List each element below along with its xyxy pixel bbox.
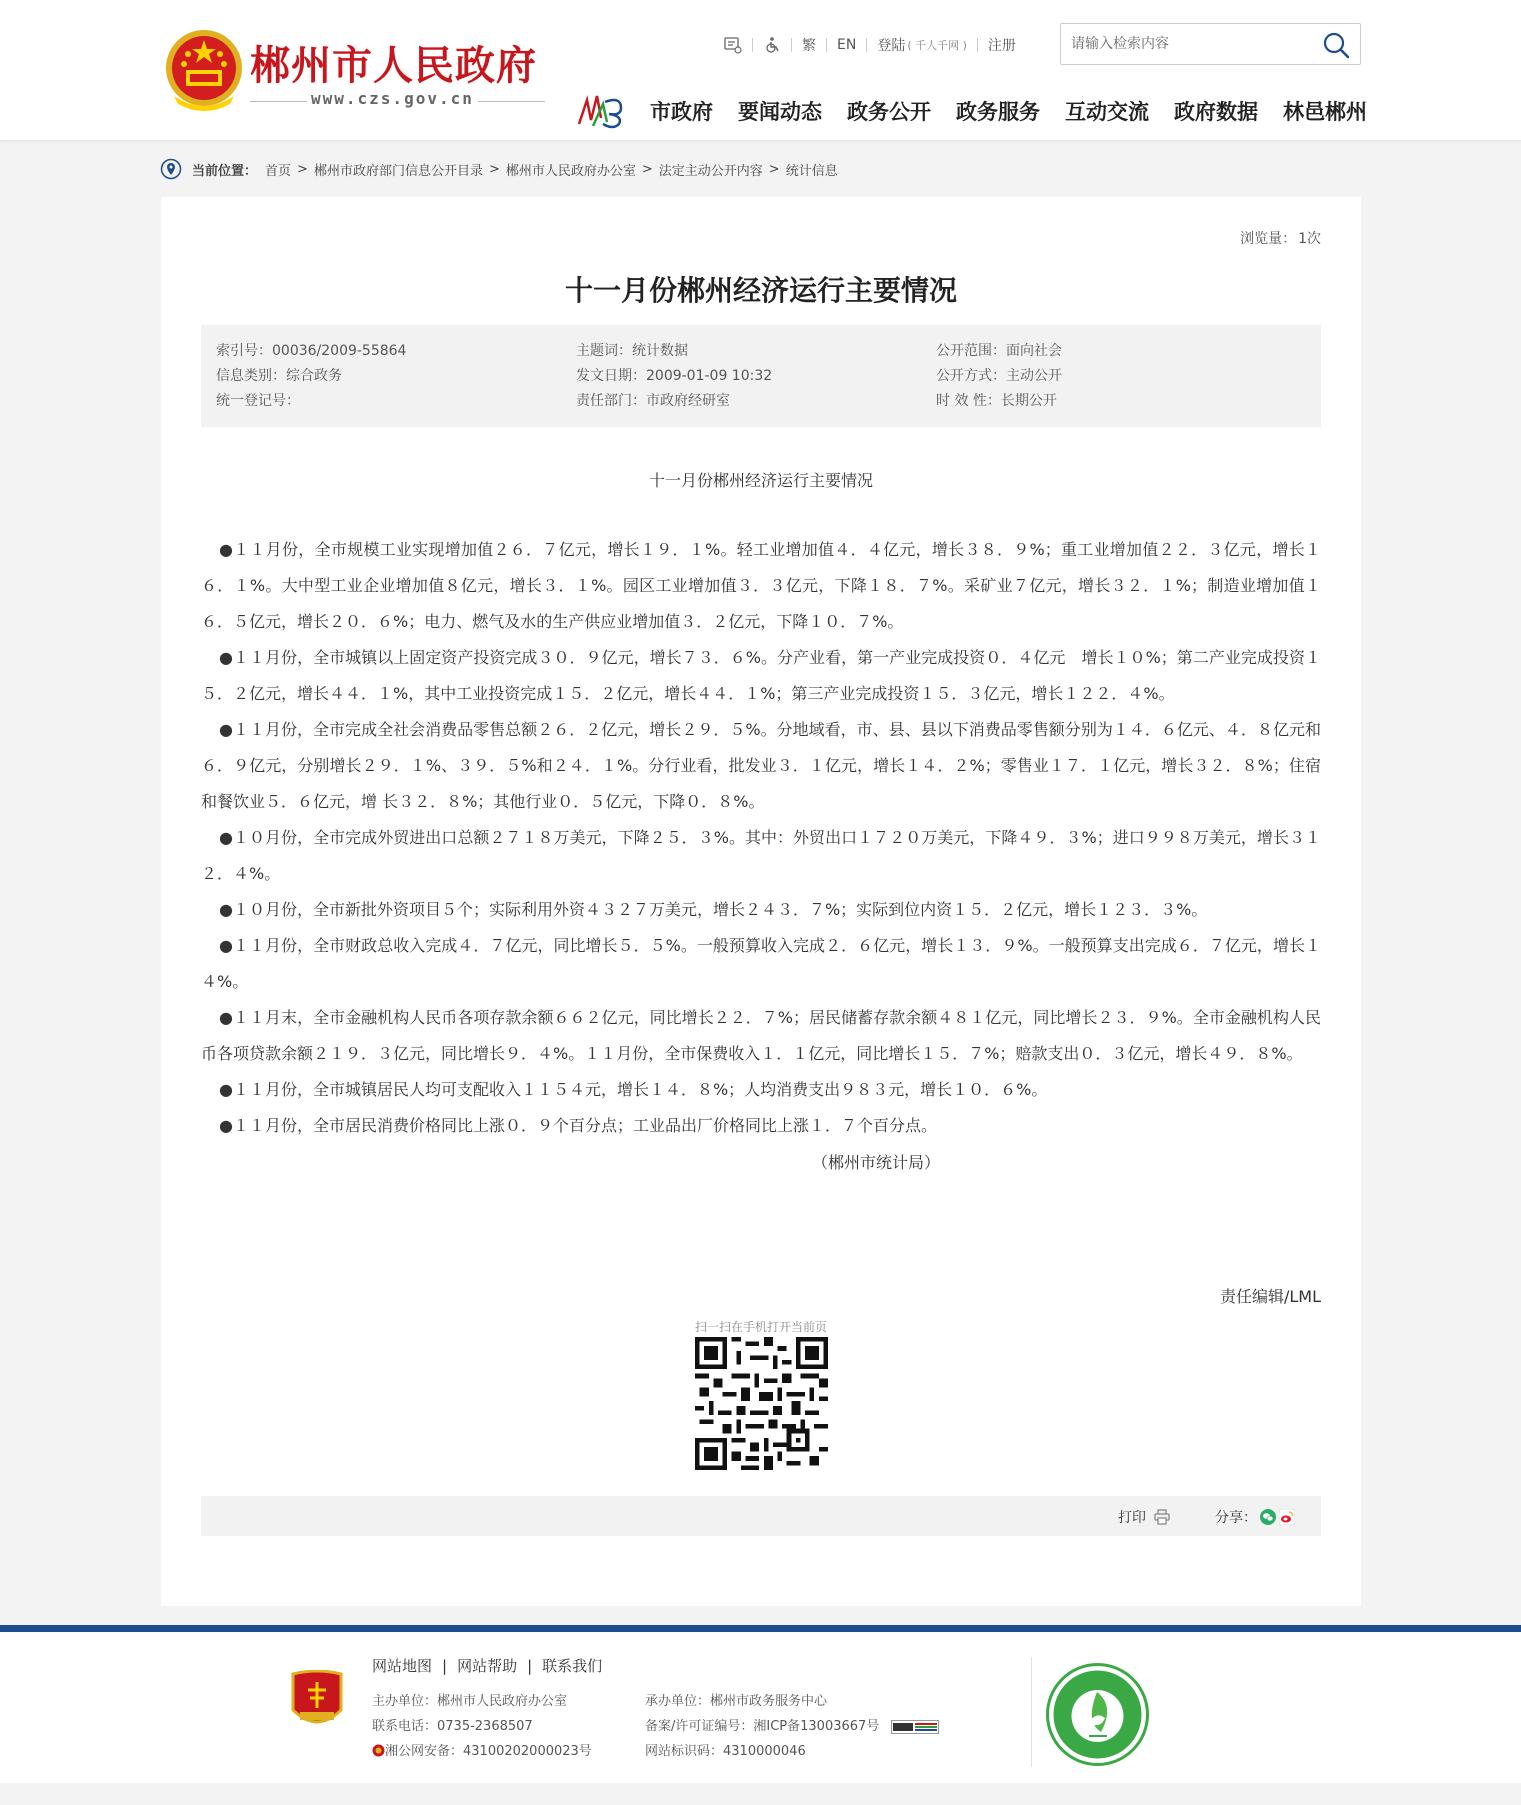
view-count-value: 1次 [1298, 231, 1321, 247]
main-nav [650, 96, 1367, 126]
site-url: www.czs.gov.cn [307, 89, 478, 108]
article-body [201, 532, 1321, 1144]
breadcrumb-catalog[interactable]: 郴州市政府部门信息公开目录 [313, 163, 483, 179]
location-pin-icon [160, 158, 182, 180]
nav-item-services[interactable]: 政务服务 [956, 100, 1040, 124]
qr-code-icon [695, 1337, 828, 1470]
footer-phone: 联系电话：0735-2368507 [372, 1719, 533, 1734]
search-icon[interactable] [1322, 31, 1350, 59]
nav-item-linyi[interactable]: 林邑郴州 [1283, 100, 1367, 124]
qr-caption: 扫一扫在手机打开当前页 [694, 1320, 827, 1334]
wechat-icon[interactable] [1260, 1509, 1276, 1525]
footer-link-contact[interactable]: 联系我们 [542, 1657, 603, 1675]
meta-method: 公开方式：主动公开 [936, 368, 1062, 384]
footer-police-text: 湘公网安备：43100202000023号 [385, 1744, 592, 1759]
meta-index-no: 索引号：00036/2009-55864 [216, 343, 407, 359]
breadcrumb-label: 当前位置： [192, 163, 258, 179]
meta-department: 责任部门：市政府经研室 [576, 393, 730, 409]
english-link[interactable]: EN [837, 37, 857, 53]
site-footer [0, 1632, 1521, 1783]
footer-link-help[interactable]: 网站帮助 [457, 1657, 518, 1675]
footer-site-code: 网站标识码：4310000046 [645, 1744, 806, 1759]
article-paragraph: ●１１月份，全市居民消费价格同比上涨０．９个百分点；工业品出厂价格同比上涨１．７个百分点。 [219, 1116, 937, 1135]
article-title: 十一月份郴州经济运行主要情况 [564, 274, 957, 307]
party-government-badge-icon[interactable] [290, 1670, 344, 1732]
footer-host: 主办单位：郴州市人民政府办公室 [372, 1694, 568, 1709]
city-logo-icon [575, 90, 627, 130]
meta-publish-date: 发文日期：2009-01-09 10:32 [576, 368, 773, 384]
article-paragraph: ●１１月份，全市完成全社会消费品零售总额２６．２亿元，增长２９．５%。分地域看，市、县、县以下消费品零售额分别为１４．６亿元、４．８亿元和６．９亿元，分别增长２９．１%、３９．５%和２４．１%。分行业看，批发业３．１亿元，增长１４．２%；零售业１７．１亿元，增长３２．８%；住宿和餐饮业５．６亿元，增 长３２．８%；其他行业０．５亿元，下降０．８%。 [201, 720, 1321, 811]
article-card [161, 197, 1361, 1606]
accessibility-icon[interactable] [724, 36, 742, 54]
meta-info-category: 信息类别：综合政务 [216, 368, 342, 384]
footer-vertical-divider [1031, 1657, 1032, 1767]
register-link[interactable]: 注册 [987, 38, 1016, 54]
breadcrumb-home[interactable]: 首页 [265, 163, 292, 179]
national-emblem-icon [164, 26, 244, 112]
login-note: ( 千人千网 ) [907, 39, 967, 52]
footer-divider-bar [0, 1625, 1521, 1632]
top-links [724, 35, 1016, 55]
article-paragraph: ●１０月份，全市新批外资项目５个；实际利用外资４３２７万美元，增长２４３．７%；实际到位内资１５．２亿元，增长１２３．３%。 [219, 900, 1208, 919]
nav-item-government[interactable]: 市政府 [650, 100, 713, 124]
nav-item-news[interactable]: 要闻动态 [738, 100, 822, 124]
police-badge-icon [372, 1744, 385, 1757]
footer-icp-text: 备案/许可证编号：湘ICP备13003667号 [645, 1719, 880, 1734]
meta-scope: 公开范围：面向社会 [936, 343, 1062, 359]
breadcrumb-statistics[interactable]: 统计信息 [785, 163, 838, 179]
footer-link-sitemap[interactable]: 网站地图 [372, 1657, 433, 1675]
meta-unified-reg: 统一登记号： [216, 393, 300, 409]
breadcrumb: 当前位置： 首页 > 郴州市政府部门信息公开目录 > 郴州市人民政府办公室 > 法定主动公开内容 > 统计信息 [160, 159, 838, 179]
print-label: 打印 [1118, 1510, 1146, 1526]
icp-badge-icon [891, 1720, 939, 1734]
wheelchair-icon[interactable] [763, 36, 781, 54]
footer-police-record[interactable] [372, 1740, 592, 1759]
article-paragraph: ●１１月份，全市城镇以上固定资产投资完成３０．９亿元，增长７３．６%。分产业看，第一产业完成投资０．４亿元 增长１０%；第二产业完成投资１５．２亿元，增长４４．１%，其中工业投资完成１５．２亿元，增长４４．１%；第三产业完成投资１５．３亿元，增长１２２．４%。 [201, 648, 1321, 703]
print-button[interactable] [1118, 1507, 1170, 1527]
share-bar [201, 1496, 1321, 1536]
search-input[interactable] [1071, 24, 1311, 64]
weibo-icon[interactable] [1279, 1509, 1295, 1525]
view-count-label: 浏览量： [1240, 231, 1297, 247]
search-box [1060, 23, 1361, 65]
printer-icon [1154, 1509, 1170, 1525]
article-paragraph: ●１１月末，全市金融机构人民币各项存款余额６６２亿元，同比增长２２．７%；居民储蓄存款余额４８１亿元，同比增长２３．９%。全市金融机构人民币各项贷款余额２１９．３亿元，同比增长９．４%。１１月份，全市保费收入１．１亿元，同比增长１５．７%；赔款支出０．３亿元，增长４９．８%。 [201, 1008, 1321, 1063]
nav-item-disclosure[interactable]: 政务公开 [847, 100, 931, 124]
traditional-chinese-link[interactable]: 繁 [802, 38, 816, 54]
footer-operator: 承办单位：郴州市政务服务中心 [645, 1694, 828, 1709]
article-paragraph: ●１１月份，全市城镇居民人均可支配收入１１５４元，增长１４．８%；人均消费支出９８３元，增长１０．６%。 [219, 1080, 1048, 1099]
nav-item-data[interactable]: 政府数据 [1174, 100, 1258, 124]
share-group [1215, 1507, 1295, 1527]
view-count [1238, 228, 1321, 248]
login-link[interactable]: 登陆 [877, 38, 906, 54]
responsible-editor: 责任编辑/LML [1219, 1287, 1321, 1306]
footer-icp[interactable] [645, 1715, 939, 1734]
article-source: （郴州市统计局） [811, 1153, 940, 1172]
meta-validity: 时 效 性：长期公开 [936, 393, 1057, 409]
breadcrumb-office[interactable]: 郴州市人民政府办公室 [505, 163, 636, 179]
share-label: 分享： [1215, 1510, 1257, 1526]
article-paragraph: ●１１月份，全市财政总收入完成４．７亿元，同比增长５．５%。一般预算收入完成２．６亿元，增长１３．９%。一般预算支出完成６．７亿元，增长１４%。 [201, 936, 1321, 991]
article-paragraph: ●１１月份，全市规模工业实现增加值２６．７亿元，增长１９．１%。轻工业增加值４．４亿元，增长３８．９%；重工业增加值２２．３亿元，增长１６．１%。大中型工业企业增加值８亿元，增长３．１%。园区工业增加值３．３亿元，下降１８．７%。采矿业７亿元，增长３２．１%；制造业增加值１６．５亿元，增长２０．６%；电力、燃气及水的生产供应业增加值３．２亿元，下降１０．７%。 [201, 540, 1321, 631]
footer-links: 网站地图 | 网站帮助 | 联系我们 [372, 1656, 603, 1675]
article-subtitle: 十一月份郴州经济运行主要情况 [648, 471, 873, 490]
site-title[interactable]: 郴州市人民政府 [250, 43, 537, 89]
breadcrumb-disclosure[interactable]: 法定主动公开内容 [658, 163, 763, 179]
article-meta [201, 325, 1321, 427]
article-paragraph: ●１０月份，全市完成外贸进出口总额２７１８万美元，下降２５．３%。其中：外贸出口１７２０万美元，下降４９．３%；进口９９８万美元，增长３１２．４%。 [201, 828, 1321, 883]
civilized-website-badge-icon[interactable] [1045, 1662, 1150, 1767]
nav-item-interaction[interactable]: 互动交流 [1065, 100, 1149, 124]
meta-subject: 主题词：统计数据 [576, 343, 688, 359]
site-header [0, 0, 1521, 141]
